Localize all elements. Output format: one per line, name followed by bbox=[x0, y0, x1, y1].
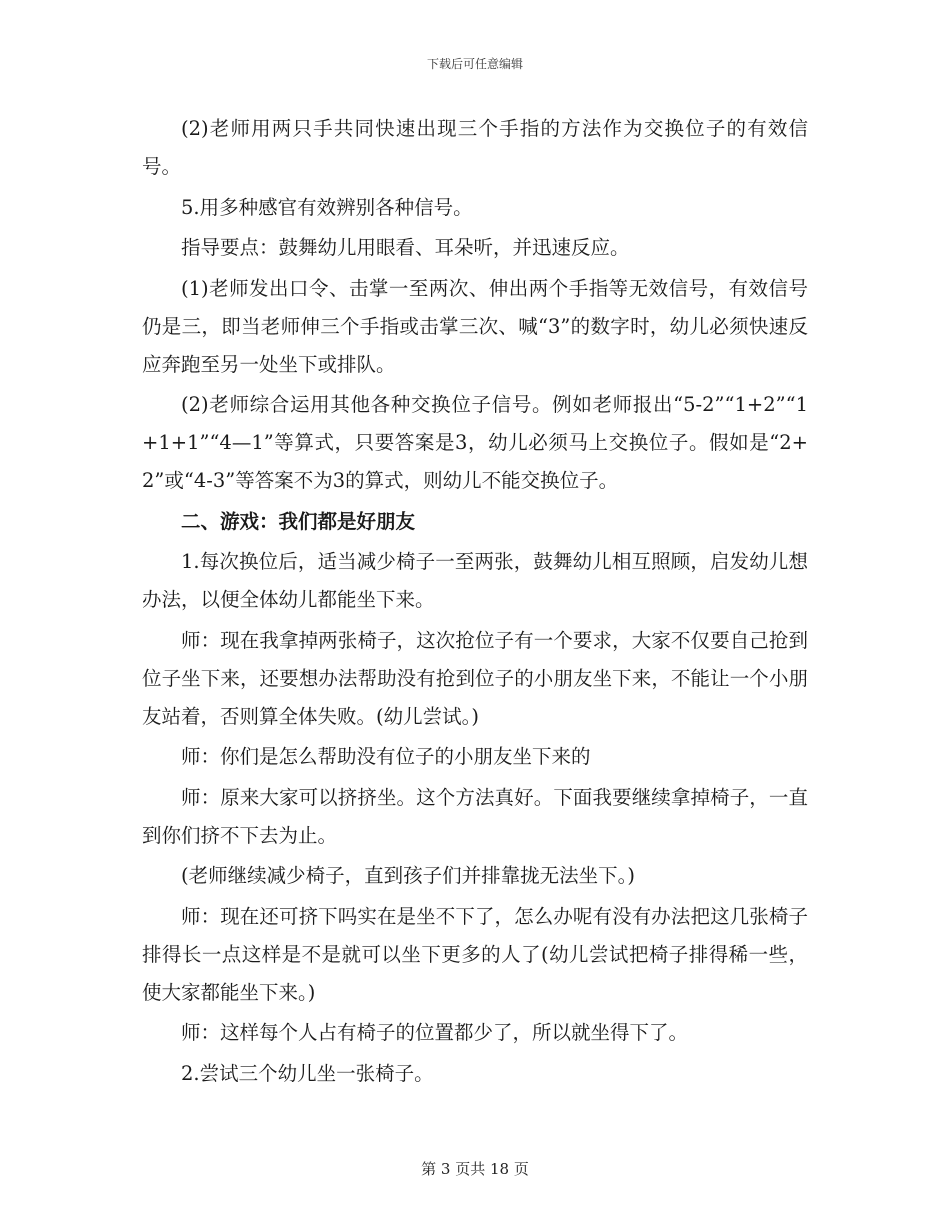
paragraph: (2)老师用两只手共同快速出现三个手指的方法作为交换位子的有效信号。 bbox=[142, 117, 808, 178]
page-header: 下载后可任意编辑 bbox=[426, 57, 523, 71]
paragraph: 师：你们是怎么帮助没有位子的小朋友坐下来的 bbox=[181, 745, 591, 768]
paragraph: 指导要点：鼓舞幼儿用眼看、耳朵听，并迅速反应。 bbox=[181, 236, 630, 259]
page-number-footer: 第 3 页共 18 页 bbox=[421, 1160, 529, 1178]
paragraph: (老师继续减少椅子，直到孩子们并排靠拢无法坐下。) bbox=[181, 864, 635, 887]
paragraph: 师：现在还可挤下吗实在是坐不下了，怎么办呢有没有办法把这几张椅子排得长一点这样是不是就可以坐下更多的人了(幼儿尝试把椅子排得稀一些，使大家都能坐下来。) bbox=[142, 904, 808, 1004]
paragraph: 2.尝试三个幼儿坐一张椅子。 bbox=[181, 1061, 434, 1085]
section-heading: 二、游戏：我们都是好朋友 bbox=[181, 509, 416, 533]
paragraph: 师：这样每个人占有椅子的位置都少了，所以就坐得下了。 bbox=[181, 1021, 689, 1044]
document-body bbox=[142, 110, 808, 1095]
paragraph: 师：现在我拿掉两张椅子，这次抢位子有一个要求，大家不仅要自己抢到位子坐下来，还要想办法帮助没有抢到位子的小朋友坐下来，不能让一个小朋友站着，否则算全体失败。(幼儿尝试。) bbox=[142, 628, 808, 728]
paragraph: (2)老师综合运用其他各种交换位子信号。例如老师报出“5-2”“1+2”“1+1+1”“4—1”等算式，只要答案是3，幼儿必须马上交换位子。假如是“2+2”或“4-3”等答案不为3的算式，则幼儿不能交换位子。 bbox=[142, 393, 808, 492]
paragraph: 5.用多种感官有效辨别各种信号。 bbox=[181, 195, 473, 219]
paragraph: 师：原来大家可以挤挤坐。这个方法真好。下面我要继续拿掉椅子，一直到你们挤不下去为止。 bbox=[142, 785, 808, 847]
paragraph: (1)老师发出口令、击掌一至两次、伸出两个手指等无效信号，有效信号仍是三，即当老师伸三个手指或击掌三次、喊“3”的数字时，幼儿必须快速反应奔跑至另一处坐下或排队。 bbox=[142, 276, 808, 376]
paragraph: 1.每次换位后，适当减少椅子一至两张，鼓舞幼儿相互照顾，启发幼儿想办法，以便全体幼儿都能坐下来。 bbox=[142, 550, 808, 611]
